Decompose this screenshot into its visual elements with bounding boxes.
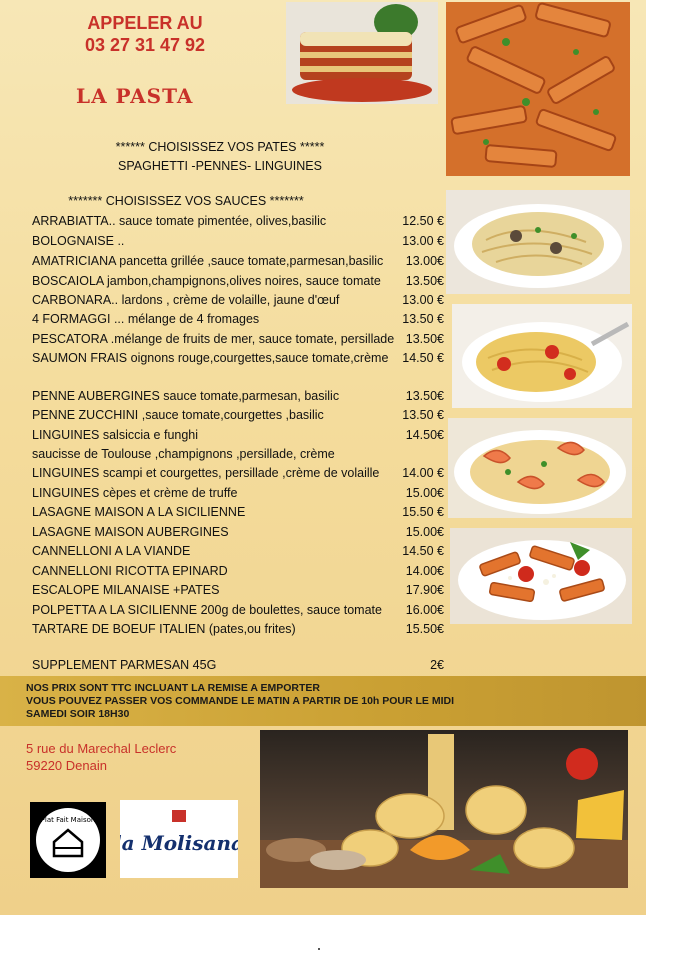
menu-item-name: PENNE ZUCCHINI ,sauce tomate,courgettes ,basilic — [32, 408, 324, 422]
menu-item-price: 14.00 € — [402, 466, 444, 480]
cream-pasta-photo — [446, 190, 630, 294]
menu-item — [32, 291, 444, 310]
menu-item — [32, 503, 444, 522]
penne-tomato-photo — [450, 528, 632, 624]
address-street: 5 rue du Marechal Leclerc — [26, 741, 177, 756]
choose-sauces-heading: ******* CHOISISSEZ VOS SAUCES ******* — [68, 194, 304, 208]
menu-item-name: POLPETTA A LA SICILIENNE 200g de boulettes, sauce tomate — [32, 603, 382, 617]
menu-item-name: saucisse de Toulouse ,champignons ,persillade, crème — [32, 447, 335, 461]
shrimp-linguine-photo — [448, 418, 632, 518]
menu-item-price: 15.50€ — [405, 622, 444, 636]
homemade-logo — [30, 802, 106, 878]
menu-item-price: 14.50 € — [402, 351, 444, 365]
menu-item-name: LINGUINES scampi et courgettes, persillade ,crème de volaille — [32, 466, 380, 480]
menu-item-name: AMATRICIANA pancetta grillée ,sauce tomate,parmesan,basilic — [32, 254, 384, 268]
menu-item-price: 13.00€ — [405, 254, 444, 268]
page-title: LA PASTA — [76, 84, 194, 108]
homemade-logo-text: Plat Fait Maison — [40, 816, 96, 824]
spaghetti-photo — [452, 304, 632, 408]
menu-item-price: 17.90€ — [405, 583, 444, 597]
menu-item — [32, 484, 444, 503]
menu-item-price: 13.50 € — [402, 408, 444, 422]
menu-item — [32, 464, 444, 483]
menu-item-price: 13.50€ — [405, 389, 444, 403]
menu-item-name: LASAGNE MAISON AUBERGINES — [32, 525, 229, 539]
menu-item-name: LASAGNE MAISON A LA SICILIENNE — [32, 505, 246, 519]
menu-item — [32, 252, 444, 271]
menu-item-name: CANNELLONI RICOTTA EPINARD — [32, 564, 228, 578]
menu-item-price: 15.00€ — [405, 525, 444, 539]
molisana-logo — [120, 800, 238, 878]
pasta-types: SPAGHETTI -PENNES- LINGUINES — [118, 159, 322, 173]
menu-item-price: 16.00€ — [405, 603, 444, 617]
menu-item — [32, 406, 444, 425]
menu-item-price: 14.50 € — [402, 544, 444, 558]
menu-item — [32, 426, 444, 445]
menu-item-price: 13.50€ — [405, 274, 444, 288]
menu-item-price: 12.50 € — [402, 214, 444, 228]
menu-item — [32, 562, 444, 581]
menu-item — [32, 349, 444, 368]
scan-speck — [318, 948, 320, 950]
supplement-price: 2€ — [430, 658, 444, 672]
menu-item — [32, 620, 444, 639]
notice-line-1: NOS PRIX SONT TTC INCLUANT LA REMISE A EMPORTER — [26, 682, 321, 694]
choose-pasta-heading: ****** CHOISISSEZ VOS PATES ***** — [115, 140, 325, 154]
notice-line-2: VOUS POUVEZ PASSER VOS COMMANDE LE MATIN A PARTIR DE 10h POUR LE MIDI — [26, 695, 455, 707]
menu-item — [32, 232, 444, 251]
notice-line-3: SAMEDI SOIR 18H30 — [26, 708, 130, 720]
menu-item-price: 13.50 € — [402, 312, 444, 326]
menu-item-name: CANNELLONI A LA VIANDE — [32, 544, 191, 558]
menu-item — [32, 581, 444, 600]
menu-item — [32, 212, 444, 231]
menu-item-price: 14.50€ — [405, 428, 444, 442]
pasta-ingredients-photo — [260, 730, 628, 888]
address-city: 59220 Denain — [26, 758, 107, 773]
menu-item-name: TARTARE DE BOEUF ITALIEN (pates,ou frites) — [32, 622, 296, 636]
menu-item-name: 4 FORMAGGI ... mélange de 4 fromages — [32, 312, 260, 326]
menu-item-name: BOSCAIOLA jambon,champignons,olives noires, sauce tomate — [32, 274, 381, 288]
menu-item — [32, 523, 444, 542]
menu-item — [32, 387, 444, 406]
menu-item-price: 15.00€ — [405, 486, 444, 500]
menu-item — [32, 272, 444, 291]
supplement-row — [32, 656, 444, 675]
supplement-name: SUPPLEMENT PARMESAN 45G — [32, 658, 217, 672]
menu-item — [32, 330, 444, 349]
menu-item-name: SAUMON FRAIS oignons rouge,courgettes,sauce tomate,crème — [32, 351, 389, 365]
menu-item — [32, 542, 444, 561]
menu-item — [32, 445, 444, 464]
menu-item-price: 13.50€ — [405, 332, 444, 346]
menu-item-name: BOLOGNAISE .. — [32, 234, 125, 248]
menu-item-name: LINGUINES salsiccia e funghi — [32, 428, 199, 442]
menu-item-price: 15.50 € — [402, 505, 444, 519]
molisana-logo-text: la Molisana — [120, 831, 238, 855]
menu-item — [32, 601, 444, 620]
call-block — [60, 12, 230, 56]
phone-number[interactable]: 03 27 31 47 92 — [84, 35, 206, 55]
menu-item — [32, 310, 444, 329]
address — [26, 740, 176, 774]
menu-item-name: PENNE AUBERGINES sauce tomate,parmesan, basilic — [32, 389, 340, 403]
penne-photo — [446, 2, 630, 176]
menu-item-name: LINGUINES cèpes et crème de truffe — [32, 486, 238, 500]
menu-item-price: 13.00 € — [402, 293, 444, 307]
menu-item-price: 14.00€ — [405, 564, 444, 578]
menu-item-name: PESCATORA .mélange de fruits de mer, sauce tomate, persillade — [32, 332, 395, 346]
lasagna-photo — [286, 2, 438, 104]
call-label: APPELER AU — [87, 13, 203, 33]
menu-item-price: 13.00 € — [402, 234, 444, 248]
notice-band — [0, 676, 646, 726]
menu-item-name: CARBONARA.. lardons , crème de volaille, jaune d'œuf — [32, 293, 340, 307]
menu-item-name: ESCALOPE MILANAISE +PATES — [32, 583, 220, 597]
menu-item-name: ARRABIATTA.. sauce tomate pimentée, olives,basilic — [32, 214, 327, 228]
